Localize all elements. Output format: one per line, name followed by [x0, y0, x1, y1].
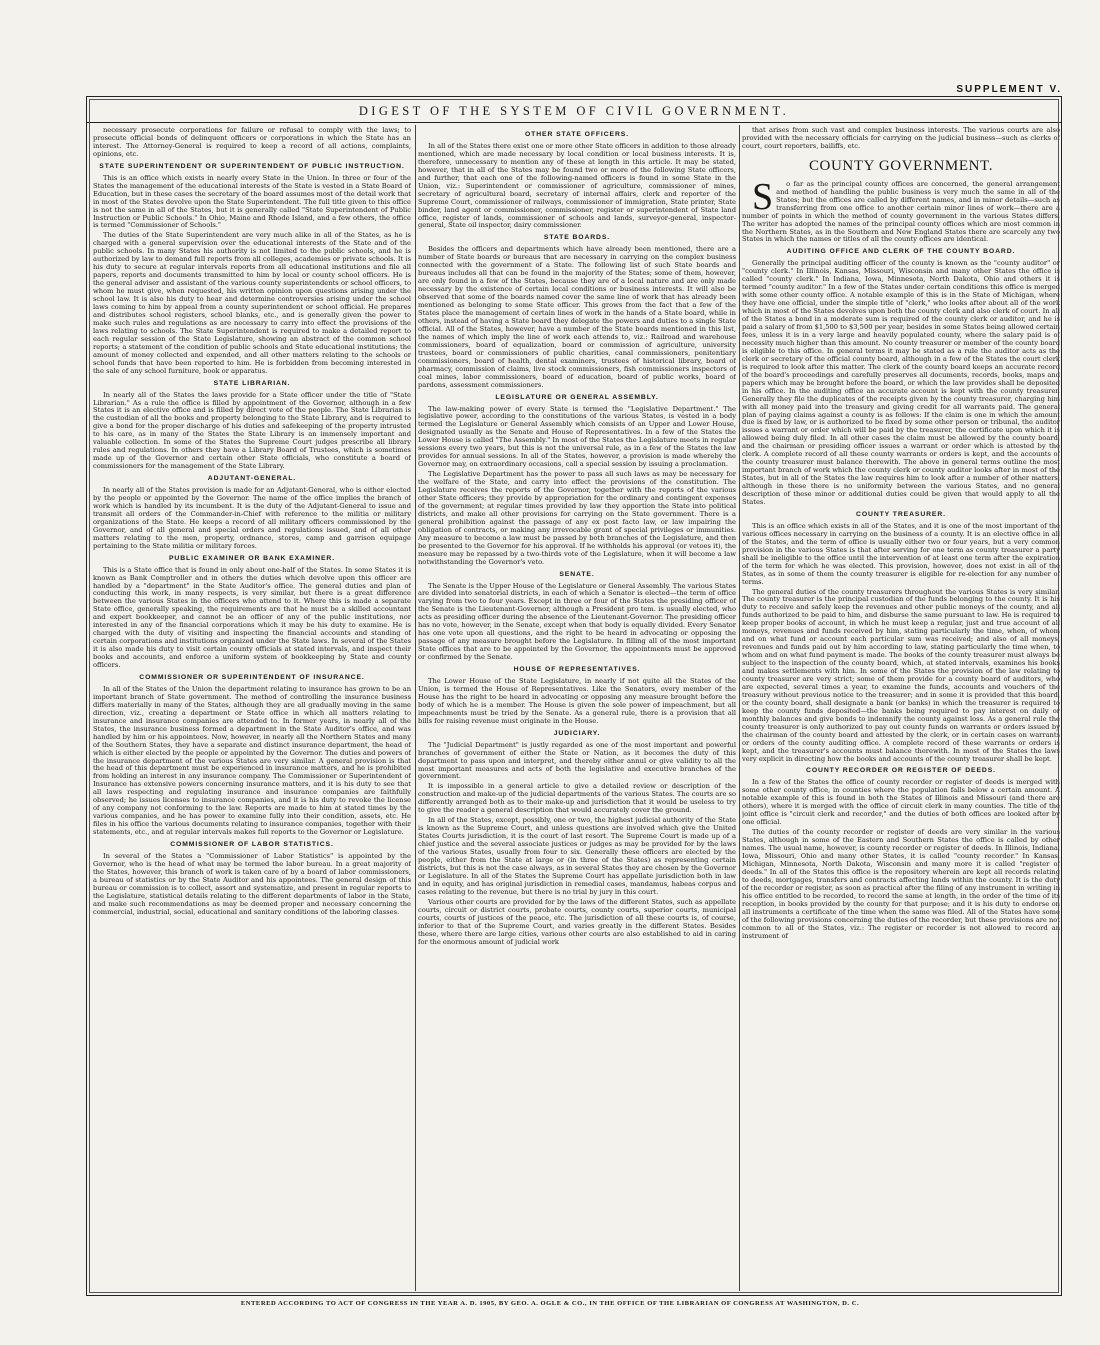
section-heading: COMMISSIONER OF LABOR STATISTICS. [170, 841, 334, 849]
paragraph: The Lower House of the State Legislature, in nearly if not quite all the States of the Union, is termed the House of Representatives. Like the Senators, every member of the House has the right to be heard in advocating or opposing any measure brought before the body of which he is a member. The House is given the sole power of impeachment, but all impeachments must be tried by the Senate. As a general rule, there is a provision that all bills for raising revenue must originate in the House. [418, 677, 736, 725]
section-heading: COUNTY RECORDER OR REGISTER OF DEEDS. [806, 767, 996, 775]
section-heading: LEGISLATURE OR GENERAL ASSEMBLY. [495, 393, 659, 401]
section-heading: HOUSE OF REPRESENTATIVES. [513, 666, 641, 674]
column-1 [93, 127, 411, 1287]
page-frame [86, 96, 1062, 1296]
paragraph: So far as the principal county offices are concerned, the general arrangement and method of handling the public business is very much the same in all of the States; but the offices are called by different names, and in minor details—such as transferring from one office to another certain minor lines of work—there are a number of points in which the method of county government in the various States differs. The writer has adopted the names of the principal county offices which are most common in the Northern States, as in the Southern and New England States there are scarcely any two States in which the names or titles of all the county offices are identical. [742, 175, 1060, 244]
column-divider [739, 125, 740, 1291]
section-heading: PUBLIC EXAMINER OR BANK EXAMINER. [168, 554, 336, 562]
paragraph: In all of the States, except, possibly, one or two, the highest judicial authority of the State is known as the Supreme Court, and unless questions are involved which give the United States Courts jurisdiction, it is the court of last resort. The Supreme Court is made up of a chief justice and the several associate justices or judges as may be provided for by the laws of the various States, usually from four to six. Generally these officers are elected by the people, either from the State at large or (in three of the States) as representing certain districts, but this is not the case always, as in several States they are chosen by the Governor or Legislature. In all of the States the Supreme Court has appellate jurisdiction both in law and in equity, and has original jurisdiction in remedial cases, mandamus, habeas corpus and cases relating to the revenue, but there is no trial by jury in this court. [418, 816, 736, 896]
paragraph: The Senate is the Upper House of the Legislature or General Assembly. The various States are divided into senatorial districts, in each of which a Senator is elected—the term of office varying from two to four years. Except in three or four of the States the presiding officer of the Senate is the Lieutenant-Governor, although a President pro tem. is usually elected, who acts as presiding officer during the absence of the Lieutenant-Governor. The presiding officer has no vote, however, in the Senate, except when that body is equally divided. Every Senator has one vote upon all questions, and the right to be heard in advocating or opposing the passage of any measure brought before the Legislature. In filling all of the most important State offices that are to be appointed by the Governor, the appointments must be approved or confirmed by the Senate. [418, 581, 736, 662]
paragraph: Generally the principal auditing officer of the county is known as the "county auditor" or "county clerk." In Illinois, Kansas, Missouri, Wisconsin and many other States the office is called "county clerk." In Indiana, Iowa, Minnesota, North Dakota, Ohio and others it is termed "county auditor." In a few of the States under certain conditions this office is merged with some other county office. A notable example of this is in the State of Michigan, where they have one official, under the simple title of "clerk," who looks after about all of the work which in most of the States devolves upon both the county clerk and also clerk of court. In all of the States a bond in a moderate sum is required of the county clerk or auditor, and he is paid a salary of from $1,500 to $3,500 per year, besides in some States being allowed certain fees, unless it is in a very large and heavily populated county, where the salary paid is of necessity much higher than this amount. No county treasurer or member of the county board is eligible to this office. In general terms it may be stated as a rule the auditor acts as the clerk or secretary of the official county board, although in a few of the States the court clerk is required to look after this matter. The clerk of the county board keeps an accurate record of the board's proceedings and carefully preserves all documents, records, books, maps and papers which may be brought before the board, or which the law provides shall be deposited in his office. In the auditing office an accurate account is kept with the county treasurer. Generally they file the duplicates of the receipts given by the county treasurer, charging him with all money paid into the treasury and giving credit for all warrants paid. The general plan of paying claims against a county is as follows: If the claim is one in which the amount due is fixed by law, or is authorized to be fixed by some other person or tribunal, the auditor issues a warrant or order which will be paid by the treasurer, the certificate upon which it is allowed being duly filed. In all other cases the claim must be allowed by the county board, and the chairman or presiding officer issues a warrant or order which is attested by the clerk. A complete record of all these county warrants or orders is kept, and the accounts of the county treasurer must balance therewith. The above in general terms outline the most important branch of work which the county clerk or county auditor looks after in most of the States, but in all of the States the law requires him to look after a number of other matters, although in these there is no uniformity between the various States, and no general description of these minor or additional duties could be given that would apply to all the States. [742, 259, 1060, 506]
paragraph: The duties of the county recorder or register of deeds are very similar in the various States, although in some of the Eastern and Southern States the office is called by other names. The usual name, however, is county recorder or register of deeds. In Illinois, Indiana, Iowa, Missouri, Ohio and many other States, it is called "county recorder." In Kansas, Michigan, Minnesota, North Dakota, Wisconsin and many more it is called "register of deeds." In all of the States this office is the repository wherein are kept all records relating to deeds, mortgages, transfers and contracts affecting lands within the county. It is the duty of the recorder or register, as soon as practical after the filing of any instrument in writing in his office entitled to be recorded, to record the same at length, in the order of the time of its reception, in books provided by the county for that purpose; and it is his duty to endorse on all instruments a certificate of the time when the same was filed. All of the States have some of the following provisions concerning the duties of the recorder, but these provisions are not common to all of the States, viz.: The register or recorder is not allowed to record an instrument of [742, 828, 1060, 940]
section-heading: AUDITING OFFICE AND CLERK OF THE COUNTY BOARD. [786, 248, 1016, 256]
section-heading: STATE BOARDS. [543, 234, 611, 242]
paragraph: It is impossible in a general article to give a detailed review or description of the construction and make-up of the judicial departments of the various States. The courts are so differently arranged both as to their make-up and jurisdiction that it would be useless to try to give the reader a general description that would accurately cover the ground. [418, 782, 736, 815]
paragraph: In all of the States there exist one or more other State officers in addition to those already mentioned, which are made necessary by local condition or local business interests. It is, therefore, unnecessary to mention any of these at length in this article. It may be stated, however, that in all of the States may be found two or more of the following State officers, and further, that each one of the following-named officers is found in some State in the Union, viz.: Superintendent or commissioner of agriculture, commissioner of mines, secretary of agricultural board, secretary of internal affairs, clerk and reporter of the Supreme Court, commissioner of railways, commissioner of immigration, State printer, State binder, land agent or commissioner, commissioner, register or superintendent of State land office, register of lands, commissioner of schools and lands, surveyor-general, inspector-general, State oil inspector, dairy commissioner. [418, 141, 736, 230]
paragraph: The general duties of the county treasurers throughout the various States is very similar. The county treasurer is the principal custodian of the funds belonging to the county. It is his duty to receive and safely keep the revenues and other public moneys of the county, and all funds authorized to be paid to him, and disburse the same pursuant to law. He is required to keep proper books of account, in which he must keep a regular, just and true account of all moneys, revenues and funds received by him, stating particularly the time, when, of whom and on what fund or account each particular sum was received; and also of all moneys, revenues and funds paid out by him according to law, stating particularly the time when, to whom and on what fund payment is made. The books of the county treasurer must always be subject to the inspection of the county board, which, at stated intervals, examines his books and makes settlements with him. In some of the States the provision of the law relating to county treasurer are very strict; some of them provide for a county board of auditors, who are expected, several times a year, to examine the funds, accounts and vouchers of the treasury without previous notice to the treasurer; and in some it is provided that this board, or the county board, shall designate a bank (or banks) in which the treasurer is required to keep the county funds deposited—the banks being required to pay interest on daily or monthly balances and give bonds to indemnify the county against loss. As a general rule the county treasurer is only authorized to pay out county funds on warrants or orders issued by the chairman of the county board and attested by the clerk, or in certain cases on warrants or orders of the county auditing office. A complete record of these warrants or orders is kept, and the treasurer's accounts must balance therewith. In most of the States the laws very explicit in directing how the books and accounts of the county treasurer shall be kept. [742, 587, 1060, 763]
section-heading: COMMISSIONER OR SUPERINTENDENT OF INSURANCE. [139, 674, 365, 681]
paragraph: In nearly all of the States provision is made for an Adjutant-General, who is either elected by the people or appointed by the Governor. The name of the office implies the branch of work which is handled by its incumbent. It is the duty of the Adjutant-General to issue and transmit all orders of the Commander-in-Chief with reference to the militia or military organizations of the State. He keeps a record of all military officers commissioned by the Governor, and of all general and special orders and regulations issued, and of all other matters relating to the men, property, ordnance, stores, camp and garrison equipage pertaining to the State militia or military forces. [93, 486, 411, 550]
paragraph: The law-making power of every State is termed the "Legislative Department." The legislative power, according to the constitutions of the various States, is vested in a body termed the Legislature or General Assembly which consists of an Upper and Lower House, designated usually as the Senate and House of Representatives. In a few of the States the Lower House is called "The Assembly." In most of the States the Legislature meets in regular sessions every two years, but this is not the universal rule, as in a few of the States the law provides for annual sessions. In all of the States, however, a provision is made whereby the Governor may, on extraordinary occasions, call a special session by issuing a proclamation. [418, 404, 736, 469]
section-heading: STATE LIBRARIAN. [213, 379, 291, 387]
section-heading: COUNTY TREASURER. [856, 510, 946, 518]
masthead-title: DIGEST OF THE SYSTEM OF CIVIL GOVERNMENT. [87, 100, 1061, 123]
paragraph: This is a State office that is found in only about one-half of the States. In some States it is known as Bank Comptroller and in others the duties which devolve upon this officer are handled by a "department" in the State Auditor's office. The general duties and plan of conducting this work, in many respects, is very similar, but there is a great difference between the various States in the officers who attend to it. Where this is made a separate State office, generally speaking, the requirements are that he must be a skilled accountant and expert bookkeeper, and cannot be an officer of any of the public institutions, nor interested in any of the financial corporations which it may be his duty to examine. He is charged with the duty of visiting and inspecting the financial accounts and standing of certain corporations and institutions organized under the State laws. In several of the States it is also made his duty to visit certain county officials at stated intervals, and inspect their books and accounts, and enforce a uniform system of bookkeeping by State and county officers. [93, 565, 411, 670]
column-divider [415, 125, 416, 1291]
column-2 [418, 127, 736, 1287]
section-heading: STATE SUPERINTENDENT OR SUPERINTENDENT OF PUBLIC INSTRUCTION. [99, 162, 405, 170]
county-government-title: COUNTY GOVERNMENT. [808, 157, 994, 174]
paragraph: In all of the States of the Union the department relating to insurance has grown to be an important branch of State government. The method of controlling the insurance business differs materially in many of the States, although they are all gradually moving in the same direction, viz., creating a department or State office in which all matters relating to insurance and insurance companies are attended to. In former years, in nearly all of the States, the insurance business formed a department in the State Auditor's office, and was handled by him or his appointees. Now, however, in nearly all the Northern States and many of the Southern States, they have a separate and distinct insurance department, the head of which is either elected by the people or appointed by the Governor. The duties and powers of the insurance department of the various States are very similar. A general provision is that the head of this department must be experienced in insurance matters, and he is prohibited from holding an interest in any insurance company. The Commissioner or Superintendent of Insurance has extensive powers concerning insurance matters, and it is his duty to see that all laws respecting and regulating insurance and insurance companies are faithfully observed; he issues licenses to insurance companies, and it is his duty to revoke the license of any company not conforming to the law. Reports are made to him at stated times by the various companies, and he has power to examine fully into their condition, assets, etc. He files in his office the various documents relating to insurance companies, together with their statements, etc., and at regular intervals makes full reports to the Governor or Legislature. [93, 684, 411, 837]
paragraph: The Legislative Department has the power to pass all such laws as may be necessary for the welfare of the State, and carry into effect the provisions of the constitution. The Legislature receives the reports of the Governor, together with the reports of the various other State officers; they provide by appropriation for the ordinary and contingent expenses of the government; at regular times provided by law they apportion the State into political districts, and make all other provisions for carrying on the State government. There is a general prohibition against the passage of any ex post facto law, or law impairing the obligation of contracts, or making any irrevocable grant of special privileges or immunities. Any measure to become a law must be passed by both branches of the Legislature, and then be presented to the Governor for his approval. If he withholds his approval (or vetoes it), the measure may be repassed by a two-thirds vote of the Legislature, when it will become a law notwithstanding the Governor's veto. [418, 470, 736, 566]
paragraph: necessary prosecute corporations for failure or refusal to comply with the laws; to prosecute official bonds of delinquent officers or corporations in which the State has an interest. The Attorney-General is required to keep a record of all actions, complaints, opinions, etc. [93, 127, 411, 158]
copyright-footer: ENTERED ACCORDING TO ACT OF CONGRESS IN THE YEAR A. D. 1905, BY GEO. A. OGLE & CO., IN THE OFFICE OF THE LIBRARIAN OF CONGRESS AT WASHINGTON, D. C. [240, 1300, 860, 1307]
section-heading: ADJUTANT-GENERAL. [207, 475, 297, 483]
section-heading: OTHER STATE OFFICERS. [525, 131, 629, 138]
paragraph: Besides the officers and departments which have already been mentioned, there are a number of State boards or bureaus that are necessary in carrying on the complex business connected with the government of a State. The following list of such State boards and bureaus includes all that can be found in the majority of the States; some of them, however, are only found in a few of the States, because they are of a local nature and are only made necessary by the existence of certain local conditions or business interests. It will also be observed that some of the boards named cover the same line of work that has already been mentioned as belonging to some State officer. This grows from the fact that a few of the States place the management of certain lines of work in the hands of a State board, while in others, instead of having a State board they delegate the powers and duties to a single State official. All of the States, however, have a number of the State boards mentioned in this list, the names of which imply the line of work each attends to, viz.: Railroad and warehouse commissioners, board of equalization, board or commission of agriculture, university trustees, board or commissioners of public charities, canal commissioners, penitentiary commissioners, board of health, dental examiners, trustees of historical library, board of pharmacy, commission of claims, live stock commissioners, fish commissioners inspectors of coal mines, labor commissioners, board of education, board of public works, board of pardons, assessment commissioners. [418, 245, 736, 389]
paragraph: Various other courts are provided for by the laws of the different States, such as appellate courts, circuit or district courts, probate courts, county courts, superior courts, municipal courts, courts of justices of the peace, etc. The jurisdiction of all these courts is, of course, inferior to that of the Supreme Court, and varies greatly in the different States. Besides these, where there are large cities, various other courts are also established to aid in caring for the enormous amount of judicial work [418, 897, 736, 946]
supplement-label: SUPPLEMENT V. [956, 84, 1062, 95]
paragraph: In several of the States a "Commissioner of Labor Statistics" is appointed by the Governor, who is the head of what may be termed the labor bureau. In a great majority of the States, however, this branch of work is taken care of by a board of labor commissioners, a bureau of statistics or by the State Auditor and his appointees. The general design of this bureau or commission is to collect, assort and systematize, and present in regular reports to the Legislature, statistical details relating to the different departments of labor in the State, and make such recommendations as may be deemed proper and necessary concerning the commercial, industrial, social, educational and sanitary conditions of the laboring classes. [93, 852, 411, 916]
column-3 [742, 127, 1060, 1287]
paragraph: The duties of the State Superintendent are very much alike in all of the States, as he is charged with a general supervision over the educational interests of the State and of the public schools. In many States his authority is not limited to the public schools, and he is authorized by law to demand full reports from all colleges, academies or private schools. It is his duty to secure at regular intervals reports from all educational institutions and file all papers, reports and documents transmitted to him by local or county school officers. He is the general adviser and assistant of the various county superintendents or school officers, to whom he must give, when requested, his written opinion upon questions arising under the school law. It is also his duty to hear and determine controversies arising under the school laws coming to him by appeal from a county superintendent or school official. He prepares and distributes school registers, school blanks, etc., and is generally given the power to make such rules and regulations as are necessary to carry into effect the provisions of the laws relating to schools. The State Superintendent is required to make a detailed report to each regular session of the State Legislature, showing an abstract of the common school reports; a statement of the condition of public schools and State educational institutions; the amount of money collected and expended, and all other matters relating to the schools or school funds that have been reported to him. He is forbidden from becoming interested in the sale of any school furniture, book or apparatus. [93, 231, 411, 375]
section-heading: JUDICIARY. [553, 729, 601, 737]
paragraph: The "Judicial Department" is justly regarded as one of the most important and powerful branches of government of either the State or Nation, as it becomes the duty of this department to pass upon and interpret, and thereby either annul or give validity to all the most important measures and acts of both the legislative and executive branches of the government. [418, 740, 736, 781]
paragraph: This is an office which exists in nearly every State in the Union. In three or four of the States the management of the educational interests of the State is vested in a State Board of Education, but in these cases the secretary of the board assumes most of the detail work that in most of the States devolve upon the State Superintendent. The full title given to this office is not the same in all of the States, but it is generally called "State Superintendent of Public Instruction or Public Schools." In Ohio, Maine and Rhode Island, and a few others, the office is termed "Commissioner of Schools." [93, 173, 411, 230]
paragraph: In a few of the States the office of county recorder or register of deeds is merged with some other county office, in counties where the population falls below a certain amount. A notable example of this is found in both the States of Illinois and Missouri (and there are others), where it is merged with the office of circuit clerk in many counties. The title of the joint office is "circuit clerk and recorder," and the duties of both offices are looked after by one official. [742, 778, 1060, 827]
paragraph: that arises from such vast and complex business interests. The various courts are also provided with the necessary officials for carrying on the judicial business—such as clerks of court, court reporters, bailiffs, etc. [742, 127, 1060, 150]
paragraph: This is an office which exists in all of the States, and it is one of the most important of the various offices necessary in carrying on the business of a county. It is an elective office in all of the States, and the term of office is usually either two or four years, but a very common provision in the various States is that after serving for one term as county treasurer a party shall be ineligible to the office until the intervention of at least one term after the expiration of the term for which he was elected. This provision, however, does not exist in all of the States, as in some of them the county treasurer is eligible for re-election for any number of terms. [742, 521, 1060, 586]
section-heading: SENATE. [559, 570, 595, 578]
intro-block [742, 175, 1060, 245]
paragraph: In nearly all of the States the laws provide for a State officer under the title of "State Librarian." As a rule the office is filled by appointment of the Governor, although in a few States it is an elective office and is filled by direct vote of the people. The State Librarian is the custodian of all the books and property belonging to the State Library, and is required to give a bond for the proper discharge of his duties and safekeeping of the property intrusted to his care, as in many of the States the State Library is an immensely important and valuable collection. In some of the States the Supreme Court judges prescribe all library rules and regulations. In others they have a Library Board of Trustees, which is sometimes made up of the Governor and certain other State officials, who constitute a board of commissioners for the management of the State Library. [93, 390, 411, 471]
